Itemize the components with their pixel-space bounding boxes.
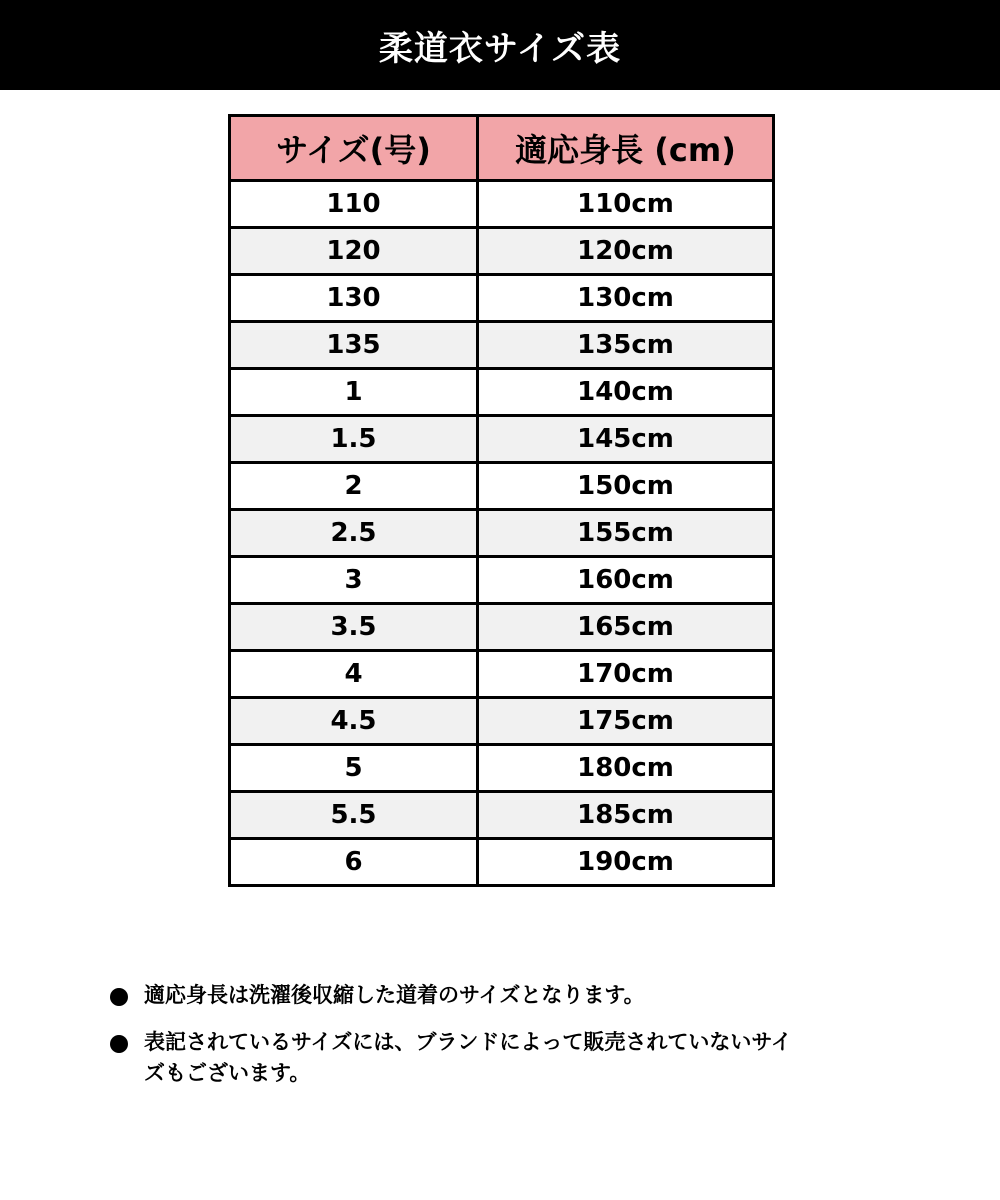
column-header-size: サイズ(号) [230, 116, 478, 181]
table-row [230, 275, 774, 322]
table-row [230, 745, 774, 792]
table-row [230, 416, 774, 463]
size-cell: 5 [230, 745, 478, 792]
notes-section [110, 980, 930, 1105]
table-row [230, 322, 774, 369]
height-cell: 185cm [478, 792, 774, 839]
size-chart-table [228, 114, 775, 887]
table-row [230, 698, 774, 745]
table-row [230, 463, 774, 510]
bullet-icon [110, 1035, 128, 1053]
height-cell: 165cm [478, 604, 774, 651]
table-row [230, 369, 774, 416]
height-cell: 135cm [478, 322, 774, 369]
table-body [230, 181, 774, 886]
note-item [110, 980, 930, 1011]
size-cell: 1 [230, 369, 478, 416]
title-banner [0, 0, 1000, 90]
table-row [230, 181, 774, 228]
note-text: 適応身長は洗濯後収縮した道着のサイズとなります。 [144, 983, 645, 1007]
height-cell: 180cm [478, 745, 774, 792]
size-cell: 2.5 [230, 510, 478, 557]
size-cell: 2 [230, 463, 478, 510]
table-row [230, 651, 774, 698]
height-cell: 140cm [478, 369, 774, 416]
height-cell: 110cm [478, 181, 774, 228]
size-cell: 6 [230, 839, 478, 886]
table-row [230, 839, 774, 886]
size-cell: 4 [230, 651, 478, 698]
height-cell: 120cm [478, 228, 774, 275]
table-row [230, 557, 774, 604]
height-cell: 130cm [478, 275, 774, 322]
page-title: 柔道衣サイズ表 [378, 28, 622, 69]
size-cell: 135 [230, 322, 478, 369]
height-cell: 160cm [478, 557, 774, 604]
table-row [230, 228, 774, 275]
height-cell: 190cm [478, 839, 774, 886]
height-cell: 155cm [478, 510, 774, 557]
size-cell: 3.5 [230, 604, 478, 651]
height-cell: 145cm [478, 416, 774, 463]
table-row [230, 792, 774, 839]
height-cell: 170cm [478, 651, 774, 698]
note-text: 表記されているサイズには、ブランドによって販売されていないサイズもございます。 [144, 1030, 792, 1085]
bullet-icon [110, 988, 128, 1006]
table-row [230, 604, 774, 651]
size-cell: 5.5 [230, 792, 478, 839]
size-cell: 110 [230, 181, 478, 228]
table-header-row [230, 116, 774, 181]
size-cell: 120 [230, 228, 478, 275]
note-item [110, 1027, 930, 1089]
height-cell: 175cm [478, 698, 774, 745]
column-header-height: 適応身長 (cm) [478, 116, 774, 181]
table-row [230, 510, 774, 557]
size-cell: 3 [230, 557, 478, 604]
height-cell: 150cm [478, 463, 774, 510]
size-cell: 130 [230, 275, 478, 322]
size-cell: 1.5 [230, 416, 478, 463]
size-cell: 4.5 [230, 698, 478, 745]
